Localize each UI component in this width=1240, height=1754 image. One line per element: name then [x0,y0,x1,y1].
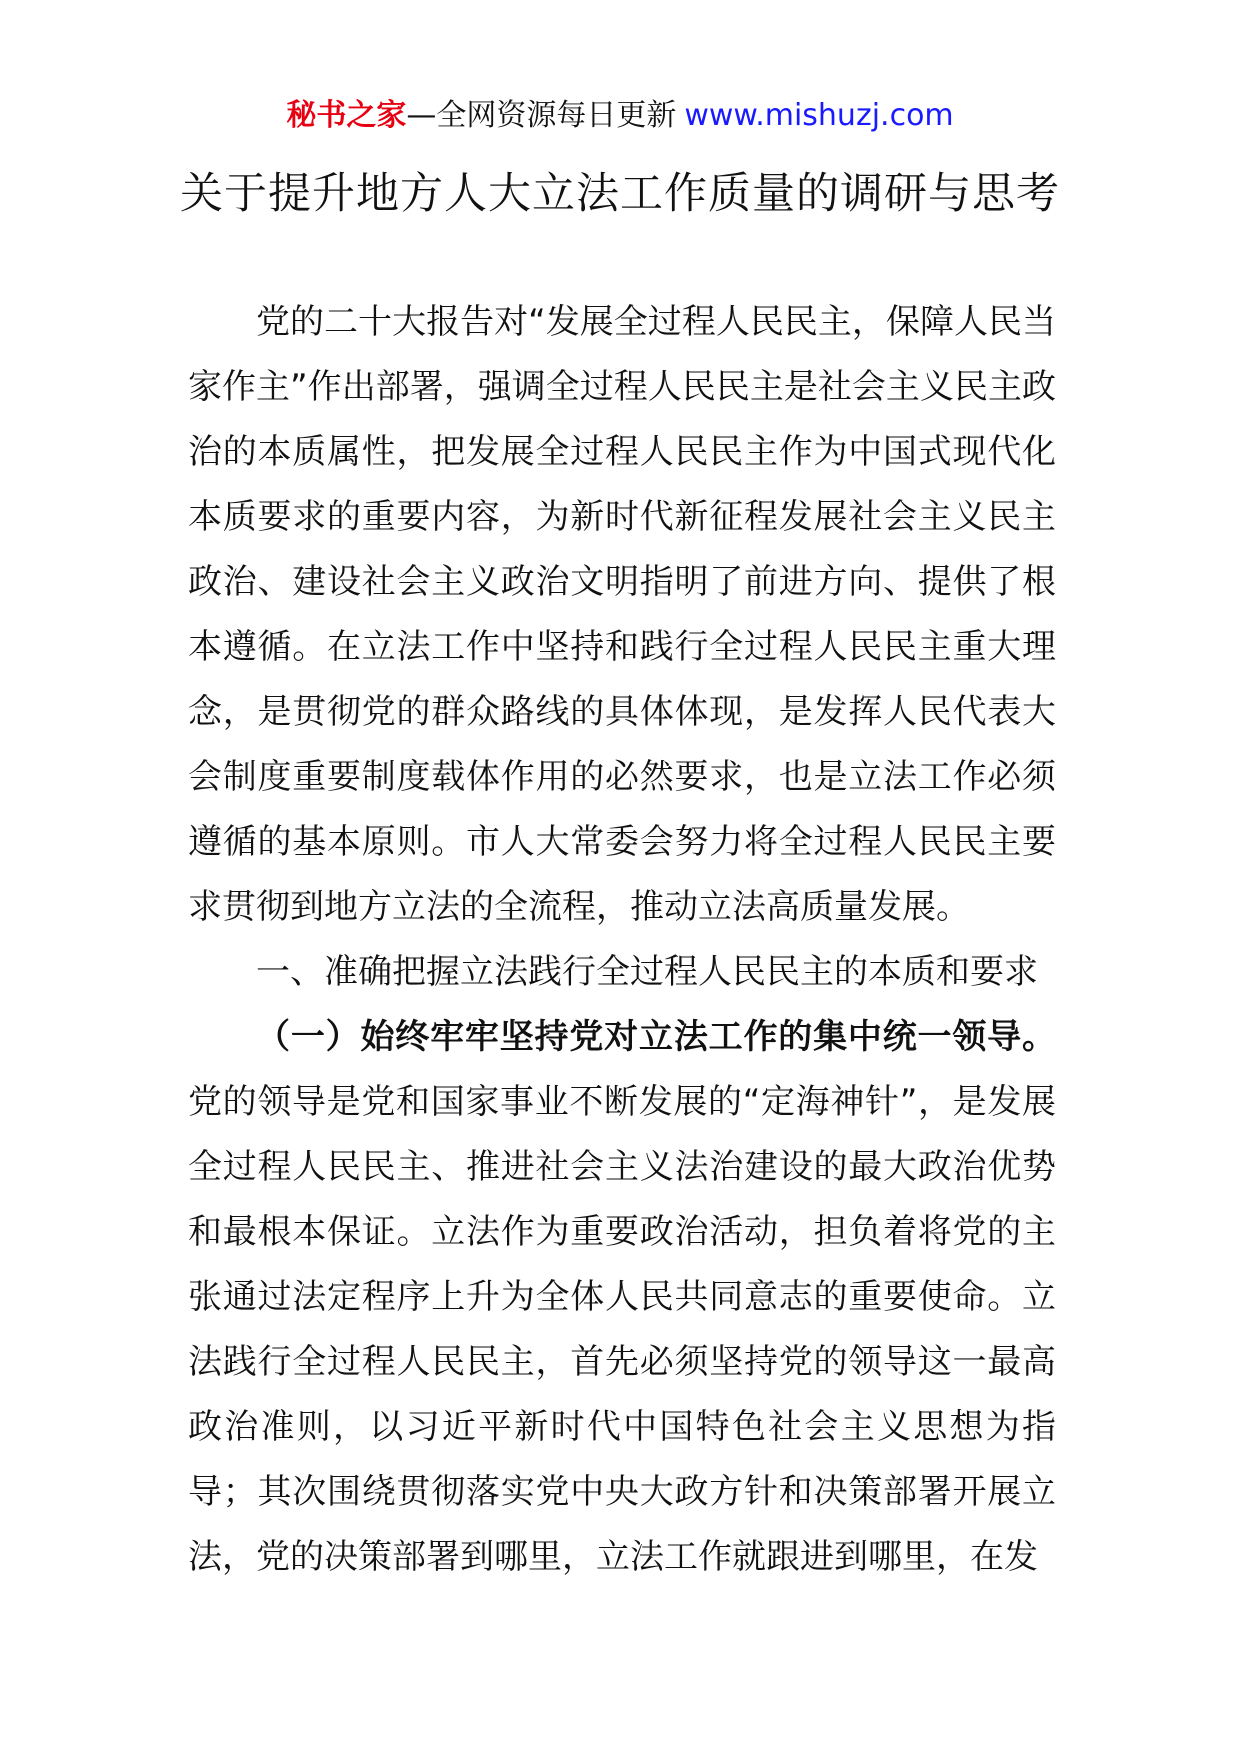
subsection-1-paragraph [188,1005,1056,1590]
subsection-1-body: 党的领导是党和国家事业不断发展的“定海神针”，是发展全过程人民民主、推进社会主义法治建设的最大政治优势和最根本保证。立法作为重要政治活动，担负着将党的主张通过法定程序上升为全体人民共同意志的重要使命。立法践行全过程人民民主，首先必须坚持党的领导这一最高政治准则，以习近平新时代中国特色社会主义思想为指导；其次围绕贯彻落实党中央大政方针和决策部署开展立法，党的决策部署到哪里，立法工作就跟进到哪里，在发 [188,1082,1056,1577]
site-header [0,96,1240,136]
section-1-heading: 一、准确把握立法践行全过程人民民主的本质和要求 [256,952,1038,992]
document-body [188,290,1056,1590]
site-brand: 秘书之家 [286,98,407,133]
document-title: 关于提升地方人大立法工作质量的调研与思考 [180,169,1060,219]
site-url-link[interactable]: www.mishuzj.com [684,98,954,133]
subsection-1-heading: （一）始终牢牢坚持党对立法工作的集中统一领导。 [256,1017,1056,1057]
site-tagline: —全网资源每日更新 [406,98,677,133]
intro-paragraph: 党的二十大报告对“发展全过程人民民主，保障人民当家作主”作出部署，强调全过程人民民主是社会主义民主政治的本质属性，把发展全过程人民民主作为中国式现代化本质要求的重要内容，为新时代新征程发展社会主义民主政治、建设社会主义政治文明指明了前进方向、提供了根本遵循。在立法工作中坚持和践行全过程人民民主重大理念，是贯彻党的群众路线的具体体现，是发挥人民代表大会制度重要制度载体作用的必然要求，也是立法工作必须遵循的基本原则。市人大常委会努力将全过程人民民主要求贯彻到地方立法的全流程，推动立法高质量发展。 [188,302,1056,927]
